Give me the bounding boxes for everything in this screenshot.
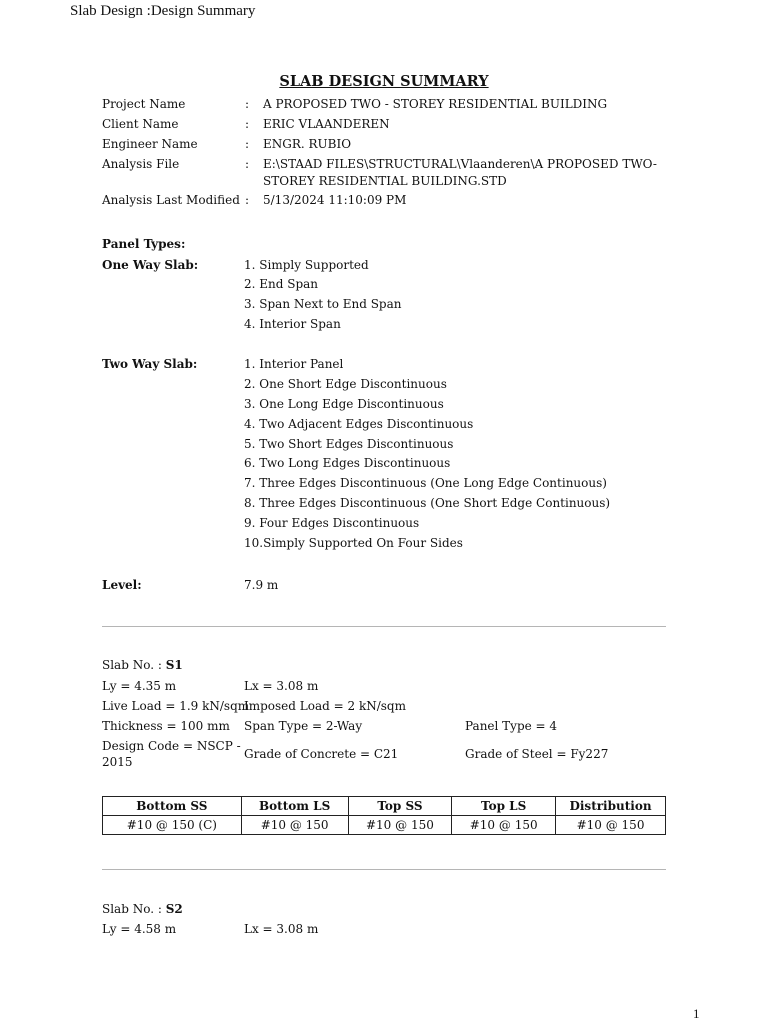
project-name-value: A PROPOSED TWO - STOREY RESIDENTIAL BUILDING [263, 97, 608, 111]
colon: : [245, 193, 250, 207]
slab-no [102, 902, 183, 916]
slab-lx: Lx = 3.08 m [244, 922, 319, 936]
table-cell: #10 @ 150 [348, 816, 452, 835]
level-value: 7.9 m [244, 578, 279, 592]
slab-imposed-load: Imposed Load = 2 kN/sqm [244, 699, 406, 713]
one-way-item: 2. End Span [244, 277, 319, 291]
section-divider [102, 869, 666, 870]
analysis-modified-label: Analysis Last Modified [102, 193, 240, 207]
analysis-modified-value: 5/13/2024 11:10:09 PM [263, 193, 407, 207]
slab-grade-concrete: Grade of Concrete = C21 [244, 747, 399, 761]
table-cell: #10 @ 150 [241, 816, 348, 835]
slab-thickness: Thickness = 100 mm [102, 719, 230, 733]
slab-ly: Ly = 4.58 m [102, 922, 177, 936]
table-cell: #10 @ 150 (C) [103, 816, 242, 835]
slab-design-code-line2: 2015 [102, 755, 133, 769]
slab-panel-type: Panel Type = 4 [465, 719, 558, 733]
slab-no-label: Slab No. : [102, 658, 166, 672]
table-header-cell: Top LS [452, 797, 556, 816]
engineer-name-label: Engineer Name [102, 137, 198, 151]
table-cell: #10 @ 150 [556, 816, 666, 835]
slab-design-code-line1: Design Code = NSCP - [102, 739, 241, 753]
slab-no [102, 658, 183, 672]
one-way-item: 4. Interior Span [244, 317, 341, 331]
analysis-file-label: Analysis File [102, 157, 180, 171]
client-name-value: ERIC VLAANDEREN [263, 117, 390, 131]
table-header-row [103, 797, 666, 816]
slab-ly: Ly = 4.35 m [102, 679, 177, 693]
colon: : [245, 117, 250, 131]
table-header-cell: Distribution [556, 797, 666, 816]
table-header-cell: Top SS [348, 797, 452, 816]
slab-no-label: Slab No. : [102, 902, 166, 916]
two-way-item: 8. Three Edges Discontinuous (One Short Edge Continuous) [244, 496, 611, 510]
slab-no-value: S1 [165, 658, 183, 672]
colon: : [245, 137, 250, 151]
analysis-file-value-line1: E:\STAAD FILES\STRUCTURAL\Vlaanderen\A PROPOSED TWO- [263, 157, 657, 171]
one-way-item: 3. Span Next to End Span [244, 297, 402, 311]
level-label: Level: [102, 578, 142, 592]
two-way-item: 6. Two Long Edges Discontinuous [244, 456, 451, 470]
page-title: SLAB DESIGN SUMMARY [279, 73, 489, 90]
analysis-file-value-line2: STOREY RESIDENTIAL BUILDING.STD [263, 174, 507, 188]
engineer-name-value: ENGR. RUBIO [263, 137, 352, 151]
two-way-item: 10.Simply Supported On Four Sides [244, 536, 463, 550]
one-way-slab-label: One Way Slab: [102, 258, 199, 272]
page-number: 1 [693, 1006, 700, 1021]
two-way-item: 7. Three Edges Discontinuous (One Long Edge Continuous) [244, 476, 607, 490]
slab-grade-steel: Grade of Steel = Fy227 [465, 747, 609, 761]
slab-live-load: Live Load = 1.9 kN/sqm [102, 699, 250, 713]
colon: : [245, 97, 250, 111]
slab-span-type: Span Type = 2-Way [244, 719, 363, 733]
section-divider [102, 626, 666, 627]
reinforcement-table [102, 796, 666, 835]
two-way-item: 1. Interior Panel [244, 357, 344, 371]
running-header: Slab Design :Design Summary [70, 3, 256, 19]
two-way-item: 2. One Short Edge Discontinuous [244, 377, 447, 391]
slab-lx: Lx = 3.08 m [244, 679, 319, 693]
one-way-item: 1. Simply Supported [244, 258, 369, 272]
two-way-item: 4. Two Adjacent Edges Discontinuous [244, 417, 474, 431]
two-way-slab-label: Two Way Slab: [102, 357, 198, 371]
table-header-cell: Bottom LS [241, 797, 348, 816]
panel-types-heading: Panel Types: [102, 237, 186, 251]
colon: : [245, 157, 250, 171]
two-way-item: 9. Four Edges Discontinuous [244, 516, 420, 530]
client-name-label: Client Name [102, 117, 179, 131]
two-way-item: 3. One Long Edge Discontinuous [244, 397, 444, 411]
two-way-item: 5. Two Short Edges Discontinuous [244, 437, 454, 451]
table-row [103, 816, 666, 835]
table-cell: #10 @ 150 [452, 816, 556, 835]
table-header-cell: Bottom SS [103, 797, 242, 816]
slab-no-value: S2 [165, 902, 183, 916]
project-name-label: Project Name [102, 97, 186, 111]
